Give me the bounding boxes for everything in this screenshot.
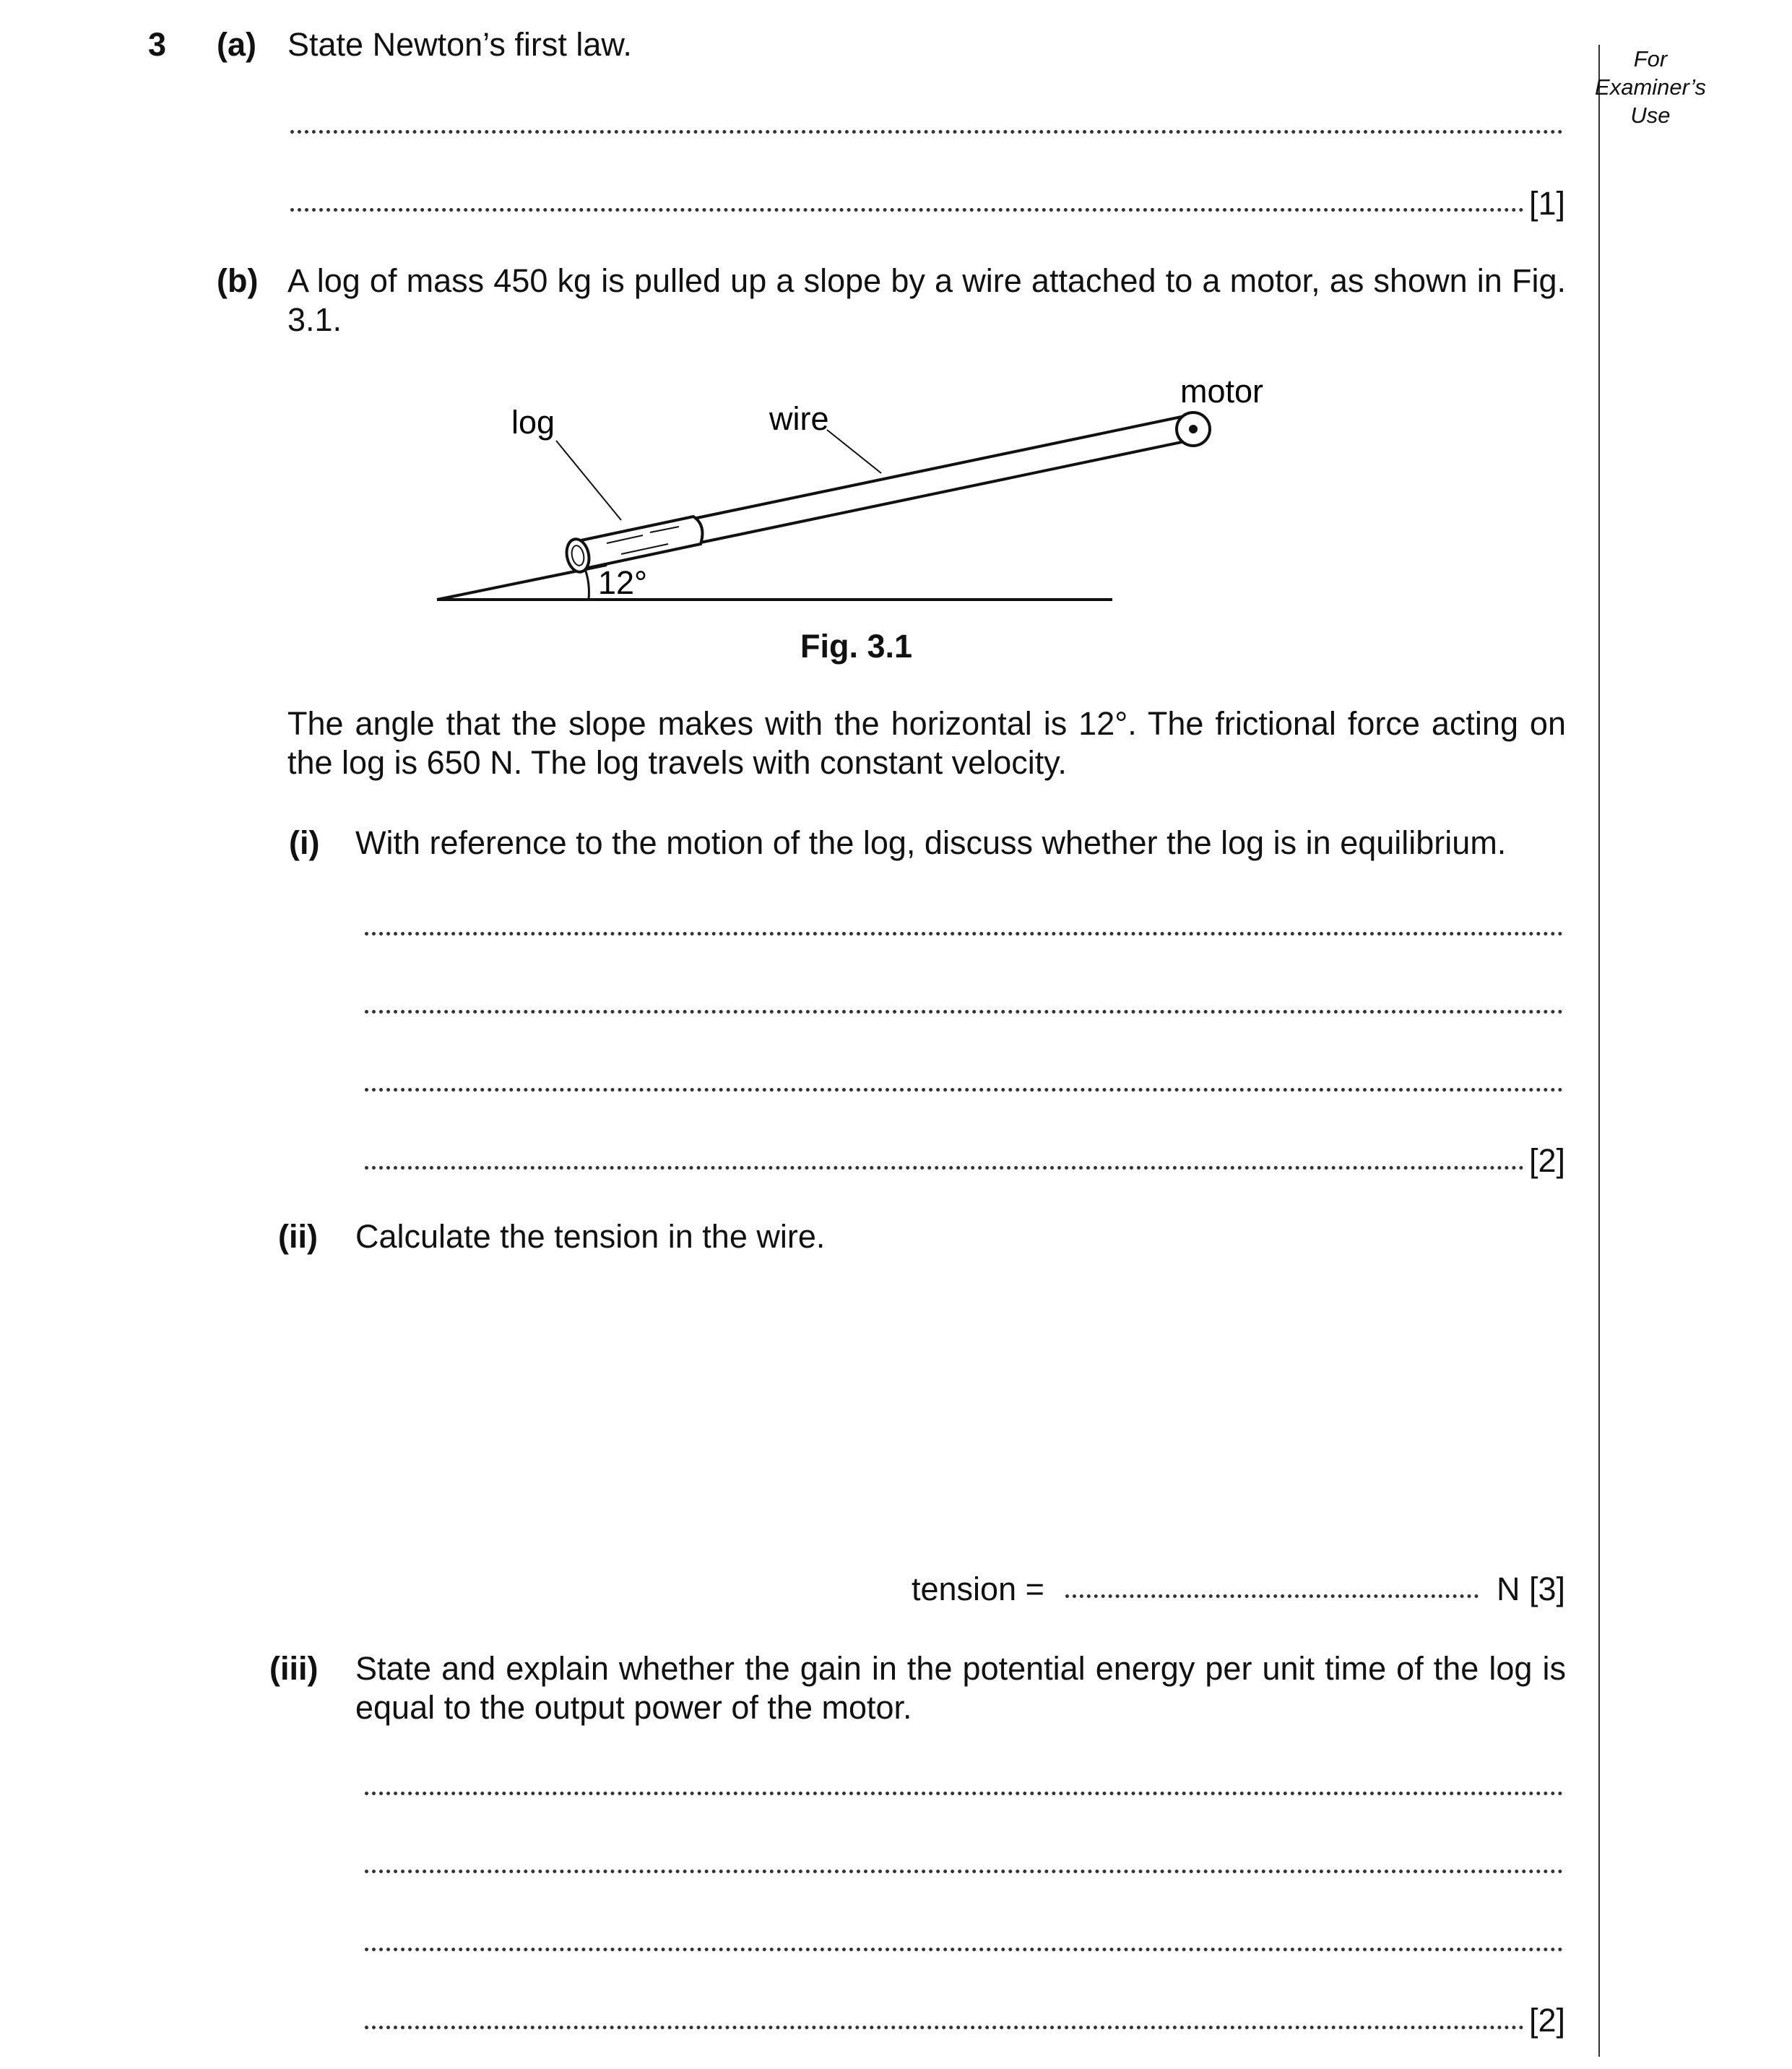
log-leader-line — [556, 441, 621, 520]
answer-line-a-2[interactable] — [290, 208, 1524, 212]
sub-iii-mark: [2] — [1529, 2002, 1566, 2039]
label-angle: 12° — [598, 564, 648, 601]
tension-answer-line[interactable] — [1065, 1594, 1479, 1598]
part-b-label: (b) — [217, 262, 259, 299]
part-a-label: (a) — [217, 26, 256, 63]
sub-ii-text: Calculate the tension in the wire. — [355, 1218, 826, 1255]
answer-line-iii-2[interactable] — [365, 1870, 1563, 1873]
part-a-text: State Newton’s first law. — [287, 26, 632, 63]
sub-i-text: With reference to the motion of the log, discuss whether the log is in equilibrium. — [355, 824, 1507, 861]
wire-upper — [693, 415, 1188, 519]
motor-axle — [1189, 425, 1198, 433]
examiner-line-3: Use — [1630, 103, 1671, 128]
sub-ii-label: (ii) — [278, 1218, 318, 1255]
part-b-intro: A log of mass 450 kg is pulled up a slope by a wire attached to a motor, as shown in Fig. 3.1. — [287, 262, 1566, 338]
part-a-mark: [1] — [1529, 185, 1566, 222]
answer-line-a-1[interactable] — [290, 130, 1563, 134]
sub-ii-mark: [3] — [1529, 1571, 1566, 1607]
label-wire: wire — [769, 400, 829, 437]
sub-i-label: (i) — [289, 824, 320, 861]
label-motor: motor — [1180, 373, 1264, 410]
answer-line-iii-1[interactable] — [365, 1792, 1563, 1795]
answer-line-i-3[interactable] — [365, 1088, 1563, 1092]
examiner-use-box — [1582, 45, 1719, 129]
wire-leader-line — [827, 430, 881, 473]
question-number: 3 — [148, 26, 167, 63]
figure-caption: Fig. 3.1 — [800, 628, 913, 665]
sub-iii-text: State and explain whether the gain in the potential energy per unit time of the log is equal to the output power of the motor. — [355, 1650, 1566, 1726]
examiner-margin-rule — [1598, 45, 1600, 2057]
answer-line-i-1[interactable] — [365, 932, 1563, 936]
label-log: log — [511, 404, 555, 441]
tension-unit: N — [1497, 1571, 1520, 1607]
wire-lower — [701, 439, 1195, 543]
sub-i-mark: [2] — [1529, 1142, 1566, 1179]
answer-line-iii-3[interactable] — [365, 1948, 1563, 1951]
examiner-line-2: Examiner’s — [1595, 74, 1706, 100]
tension-prefix: tension = — [912, 1571, 1044, 1607]
answer-line-i-4[interactable] — [365, 1166, 1524, 1170]
answer-line-iii-4[interactable] — [365, 2026, 1524, 2029]
angle-arc — [585, 569, 589, 600]
part-b-context: The angle that the slope makes with the horizontal is 12°. The frictional force acting on the log is 650 N. The log travels with constant velocity. — [287, 705, 1566, 781]
examiner-line-1: For — [1633, 46, 1668, 72]
sub-iii-label: (iii) — [269, 1650, 319, 1687]
answer-line-i-2[interactable] — [365, 1010, 1563, 1014]
figure-3-1-diagram — [404, 365, 1286, 610]
